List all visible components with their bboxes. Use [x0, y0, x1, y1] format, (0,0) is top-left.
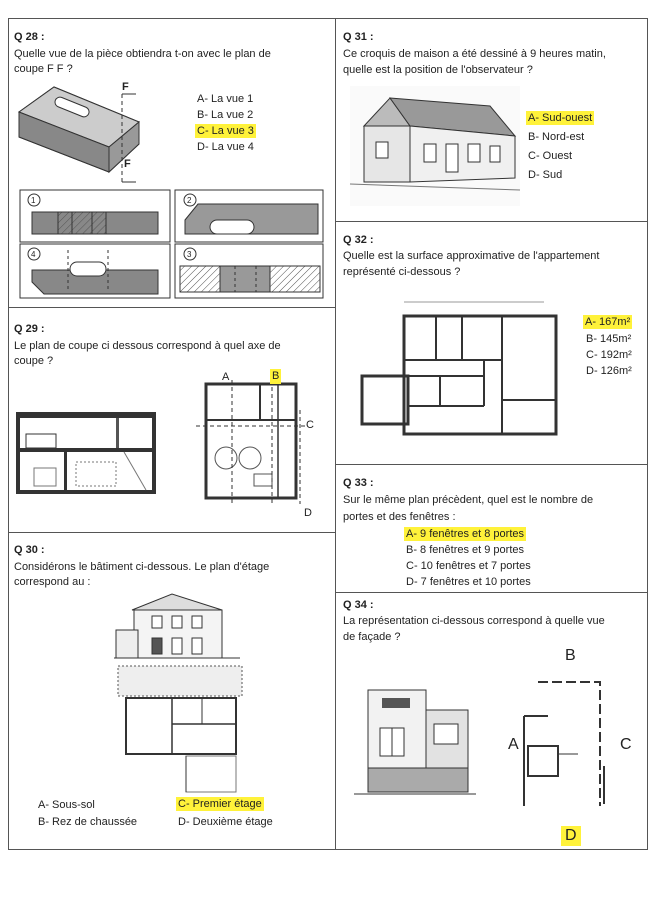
q29-axis-b: B — [272, 370, 280, 382]
q33-option-a[interactable]: A- 9 fenêtres et 8 portes — [406, 528, 525, 540]
q28-number: Q 28 : — [14, 31, 45, 43]
row-divider-left-1 — [8, 307, 335, 308]
q29-axis-c: C — [306, 419, 314, 431]
q31-option-b[interactable]: B- Nord-est — [528, 131, 585, 143]
row-divider-right-3 — [336, 592, 648, 593]
q30-building-elevation — [112, 590, 242, 662]
q31-number: Q 31 : — [343, 31, 374, 43]
q28-text-line1: Quelle vue de la pièce obtiendra t-on avec le plan de — [14, 48, 271, 60]
q30-option-d[interactable]: D- Deuxième étage — [178, 816, 273, 828]
q32-number: Q 32 : — [343, 234, 374, 246]
q29-axis-a: A — [222, 371, 230, 383]
q34-number: Q 34 : — [343, 599, 374, 611]
column-divider — [335, 18, 336, 850]
q33-number: Q 33 : — [343, 477, 374, 489]
q29-axis-d: D — [304, 507, 312, 519]
q33-option-d[interactable]: D- 7 fenêtres et 10 portes — [406, 576, 531, 588]
q28-view2-label: 2 — [187, 196, 192, 205]
q34-label-d-answer: D — [561, 826, 581, 846]
row-divider-left-2 — [8, 532, 335, 533]
q28-option-c[interactable]: C- La vue 3 — [197, 125, 254, 137]
q30-floor-plan — [116, 664, 244, 794]
q32-apartment-plan — [344, 296, 569, 456]
q28-views-grid — [20, 190, 325, 300]
row-divider-right-1 — [336, 221, 648, 222]
q34-plan-outline — [518, 676, 610, 810]
q30-text-line1: Considérons le bâtiment ci-dessous. Le plan d'étage — [14, 561, 270, 573]
q32-option-d[interactable]: D- 126m² — [586, 365, 632, 377]
q28-view3-label: 3 — [187, 250, 192, 259]
q29-text-line1: Le plan de coupe ci dessous correspond à quel axe de — [14, 340, 281, 352]
q34-label-a: A — [508, 736, 519, 753]
q28-text-line2: coupe F F ? — [14, 63, 73, 75]
q32-option-c[interactable]: C- 192m² — [586, 349, 632, 361]
q28-view4-label: 4 — [31, 250, 36, 259]
q32-text-line1: Quelle est la surface approximative de l'appartement — [343, 250, 600, 262]
q28-option-a[interactable]: A- La vue 1 — [197, 93, 254, 105]
q31-option-a[interactable]: A- Sud-ouest — [528, 112, 593, 124]
q33-text-line2: portes et des fenêtres : — [343, 511, 456, 523]
q31-option-d[interactable]: D- Sud — [528, 169, 563, 181]
q33-text-line1: Sur le même plan précèdent, quel est le nombre de — [343, 494, 594, 506]
q28-view1-label: 1 — [31, 196, 36, 205]
q29-section-drawing — [16, 408, 161, 496]
q29-number: Q 29 : — [14, 323, 45, 335]
q30-text-line2: correspond au : — [14, 576, 91, 588]
q28-option-b[interactable]: B- La vue 2 — [197, 109, 254, 121]
q31-text-line2: quelle est la position de l'observateur ? — [343, 64, 533, 76]
q30-number: Q 30 : — [14, 544, 45, 556]
row-divider-right-2 — [336, 464, 648, 465]
q32-option-a[interactable]: A- 167m² — [585, 316, 631, 328]
q34-facade-elevation — [354, 680, 476, 798]
q30-option-a[interactable]: A- Sous-sol — [38, 799, 95, 811]
q33-option-b[interactable]: B- 8 fenêtres et 9 portes — [406, 544, 525, 556]
q31-text-line1: Ce croquis de maison a été dessiné à 9 heures matin, — [343, 48, 606, 60]
q33-option-c[interactable]: C- 10 fenêtres et 7 portes — [406, 560, 531, 572]
q30-option-b[interactable]: B- Rez de chaussée — [38, 816, 138, 828]
q28-option-d[interactable]: D- La vue 4 — [197, 141, 254, 153]
q28-f-label-bottom: F — [124, 158, 131, 170]
q28-f-label-top: F — [122, 81, 129, 93]
q28-part-drawing — [14, 82, 184, 192]
q34-text-line2: de façade ? — [343, 631, 401, 643]
q30-option-c[interactable]: C- Premier étage — [178, 798, 262, 810]
q34-label-c: C — [620, 736, 632, 753]
q34-text-line1: La représentation ci-dessous correspond à quelle vue — [343, 615, 605, 627]
q31-house-sketch — [350, 86, 520, 206]
q32-text-line2: représenté ci-dessous ? — [343, 266, 461, 278]
q29-text-line2: coupe ? — [14, 355, 54, 367]
q31-option-c[interactable]: C- Ouest — [528, 150, 573, 162]
q29-floor-plan — [196, 380, 311, 508]
q32-option-b[interactable]: B- 145m² — [586, 333, 632, 345]
q34-label-b: B — [565, 647, 576, 664]
